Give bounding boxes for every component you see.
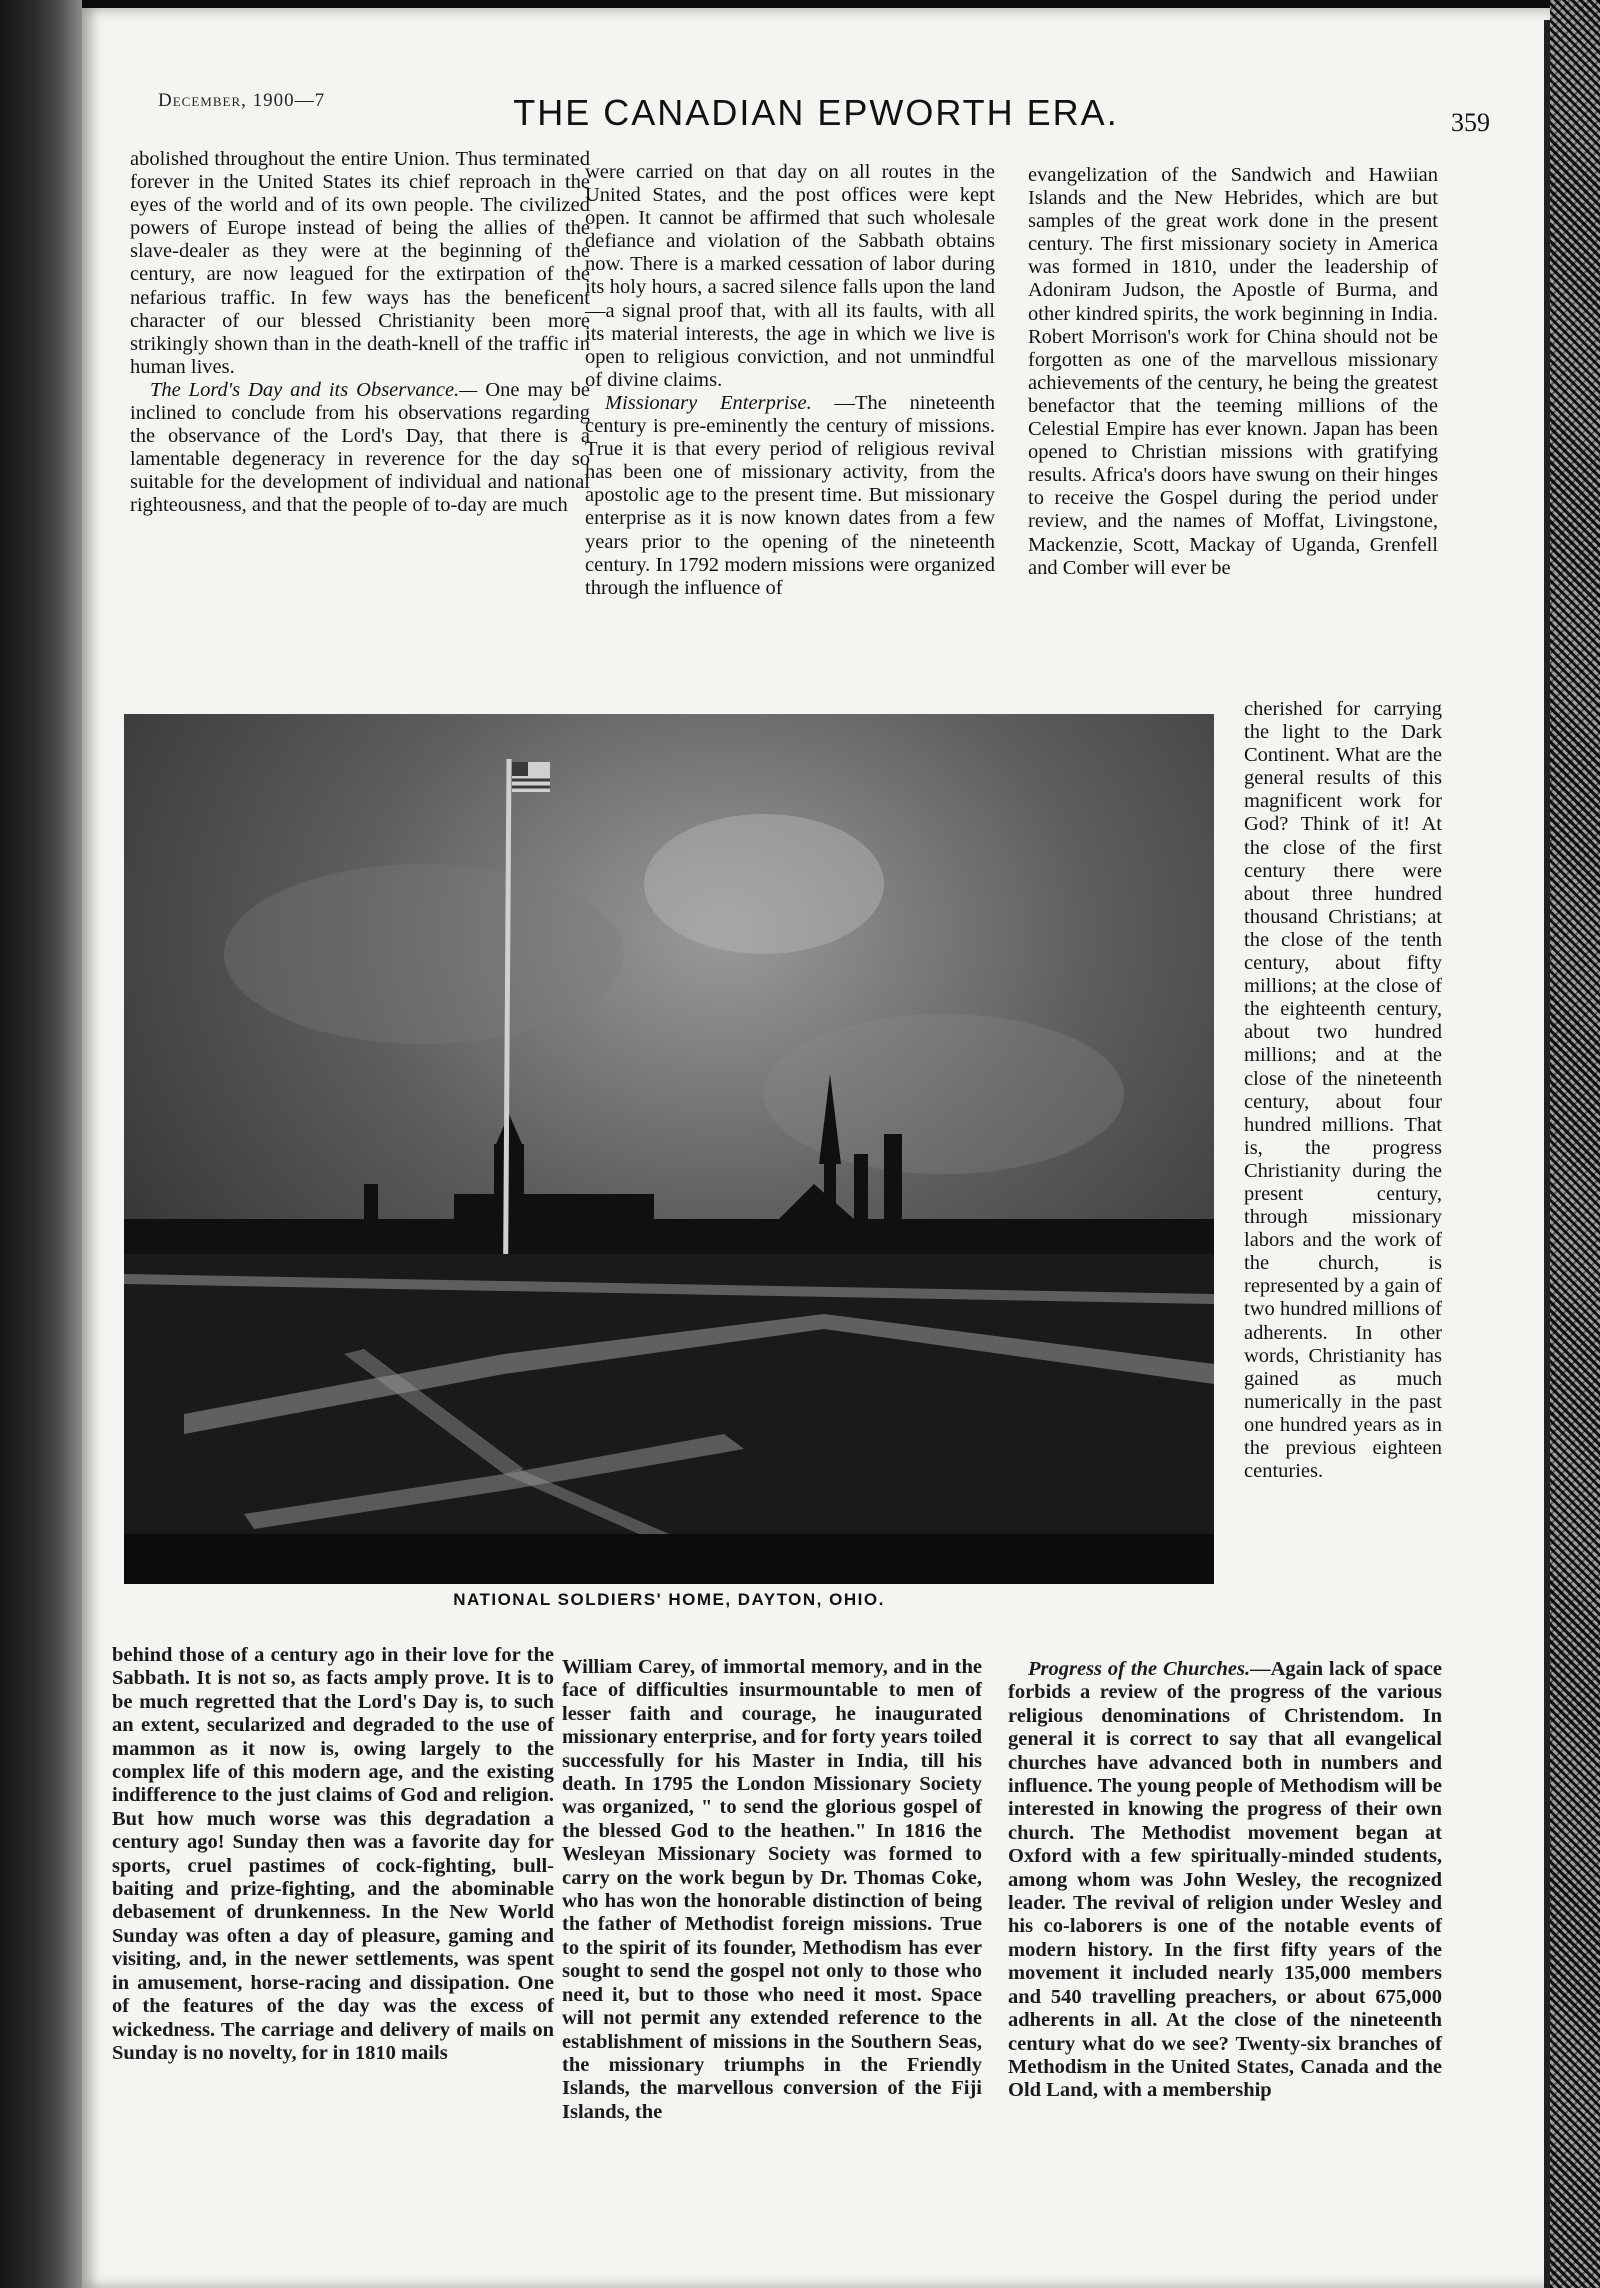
paragraph: abolished throughout the entire Union. Thus terminated forever in the United States its chief reproach in the eyes of the world and of its own people. The civilized powers of Europe instead of being the allies of the slave-dealer as they were at the beginning of the century, are now leagued for the extirpation of the nefarious traffic. In few ways has the beneficent character of our blessed Christianity been more strikingly shown than in the death-knell of the traffic in human lives. bbox=[130, 148, 590, 378]
column-2-top bbox=[585, 161, 995, 600]
paragraph-text: —The nineteenth century is pre-eminently the century of missions. True it is that every period of religious revival has been one of missionary activity, from the apostolic age to the present time. But missionary enterprise as it is now known dates from a few years prior to the opening of the nineteenth century. In 1792 modern missions were organized through the influence of bbox=[585, 391, 996, 599]
page-header bbox=[82, 8, 1550, 137]
column-1-bottom bbox=[112, 1644, 554, 2065]
column-3-bottom bbox=[1008, 1658, 1442, 2103]
halftone-photograph bbox=[124, 714, 1214, 1584]
paragraph bbox=[130, 379, 590, 518]
page-number: 359 bbox=[1451, 108, 1490, 137]
paragraph: William Carey, of immortal memory, and in the face of difficulties insurmountable to men of lesser faith and courage, he inaugurated missionary enterprise, and for forty years toiled successfully for his Master in India, till his death. In 1795 the London Missionary Society was organized, " to send the glorious gospel of the blessed God to the heathen." In 1816 the Wesleyan Missionary Society was formed to carry on the work begun by Dr. Thomas Coke, who has won the honorable distinction of being the father of Methodist foreign missions. True to the spirit of its founder, Methodism has ever sought to send the gospel not only to those who need it, but to those who need it most. Space will not permit any extended reference to the establishment of missions in the Southern Seas, the missionary triumphs in the Friendly Islands, the marvellous conversion of the Fiji Islands, the bbox=[562, 1656, 982, 2123]
paragraph-text: One may be inclined to conclude from his observations regarding the observance of the Lord's Day, that there is a lamentable degeneracy in reverence for the day so suitable for the development of individual and national righteousness, and that the people of to-day are much bbox=[130, 378, 591, 517]
paragraph-text: —Again lack of space forbids a review of the progress of the various religious denominations of Christendom. In general it is correct to say that all evangelical churches have advanced both in numbers and influence. The young people of Methodism will be interested in knowing the progress of their own church. The Methodist movement began at Oxford with a few spiritually-minded students, among whom was John Wesley, the recognized leader. The revival of religion under Wesley and his co-laborers is one of the notable events of modern history. In the first fifty years of the movement it included nearly 135,000 members and 540 travelling preachers, or about 675,000 adherents in all. At the close of the nineteenth century what do we see? Twenty-six branches of Methodism in the United States, Canada and the Old Land, with a membership bbox=[1008, 1658, 1443, 2102]
paragraph bbox=[585, 392, 995, 600]
section-heading: Missionary Enterprise. bbox=[605, 391, 812, 414]
scan-binding-shadow bbox=[0, 0, 82, 2288]
column-2-bottom bbox=[562, 1656, 982, 2124]
photo-caption: NATIONAL SOLDIERS' HOME, DAYTON, OHIO. bbox=[453, 1590, 885, 1609]
column-3-narrow bbox=[1244, 698, 1442, 1483]
issue-date: December, 1900—7 bbox=[158, 90, 326, 111]
publication-title: THE CANADIAN EPWORTH ERA. bbox=[513, 92, 1119, 133]
column-1-top bbox=[130, 148, 590, 518]
magazine-page bbox=[82, 8, 1550, 2288]
paragraph: evangelization of the Sandwich and Hawiian Islands and the New Hebrides, which are but samples of the great work done in the present century. The first missionary society in America was formed in 1810, under the leadership of Adoniram Judson, the Apostle of Burma, and other kindred spirits, the work beginning in India. Robert Morrison's work for China should not be forgotten as one of the marvellous missionary achievements of the century, he being the greatest benefactor that the teeming millions of the Celestial Empire has ever known. Japan has been opened to Christian missions with gratifying results. Africa's doors have swung on their hinges to receive the Gospel during the period under review, and the names of Moffat, Livingstone, Mackenzie, Scott, Mackay of Uganda, Grenfell and Comber will ever be bbox=[1028, 164, 1438, 579]
paragraph bbox=[1008, 1658, 1442, 2103]
column-3-top bbox=[1028, 164, 1438, 580]
section-heading: Progress of the Churches. bbox=[1028, 1658, 1251, 1680]
paragraph: behind those of a century ago in their love for the Sabbath. It is not so, as facts amply prove. It is to be much regretted that the Lord's Day is, to such an extent, secularized and degraded to the use of mammon as it now is, owing largely to the complex life of this modern age, and the existing indifference to the just claims of God and religion. But how much worse was this degradation a century ago! Sunday then was a favorite day for sports, cruel pastimes of cock-fighting, bull-baiting and prize-fighting, and the abominable debasement of drunkenness. In the New World Sunday was often a day of pleasure, gaming and visiting, and, in the newer settlements, was spent in amusement, horse-racing and dissipation. One of the features of the day was the excess of wickedness. The carriage and delivery of mails on Sunday is no novelty, for in 1810 mails bbox=[112, 1644, 554, 2064]
section-heading: The Lord's Day and its Observance.— bbox=[150, 378, 478, 401]
photo-illustration bbox=[124, 714, 1214, 1584]
paragraph: were carried on that day on all routes in the United States, and the post offices were kept open. It cannot be affirmed that such wholesale defiance and violation of the Sabbath obtains now. There is a marked cessation of labor during its holy hours, a sacred silence falls upon the land —a signal proof that, with all its faults, with all its material interests, the age in which we live is open to religious conviction, and not unmindful of divine claims. bbox=[585, 161, 995, 391]
paragraph: cherished for carrying the light to the Dark Continent. What are the general results of this magnificent work for God? Think of it! At the close of the first century there were about three hundred thousand Christians; at the close of the tenth century, about fifty millions; at the close of the eighteenth century, about two hundred millions; and at the close of the nineteenth century, about four hundred millions. That is, the progress Christianity during the present century, through missionary labors and the work of the church, is represented by a gain of two hundred millions of adherents. In other words, Christianity has gained as much numerically in the past one hundred years as in the previous eighteen centuries. bbox=[1244, 698, 1442, 1483]
decorative-border bbox=[1550, 0, 1600, 2288]
